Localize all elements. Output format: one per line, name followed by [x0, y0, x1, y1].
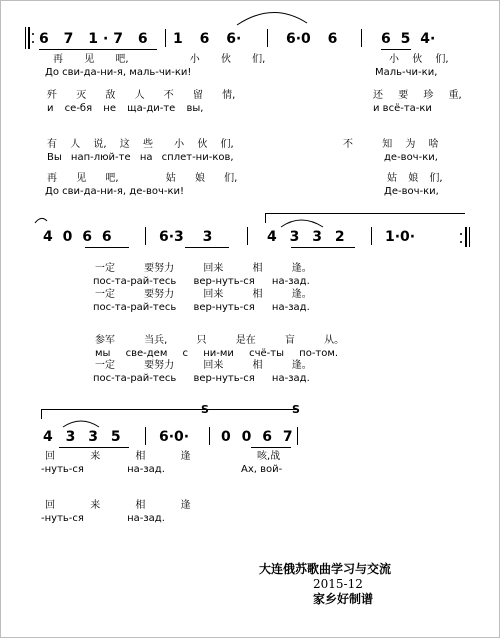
lyric-zh: 咳,战 [257, 451, 281, 462]
lyric-syllable: 敌 [105, 90, 116, 101]
lyric-syllable: 吧, [105, 173, 119, 184]
lyric-syllable: 灭 [76, 90, 87, 101]
measure-3-notes: 4 3 3 2 [267, 229, 345, 245]
lyric-syllable: 些 [142, 139, 153, 150]
lyric-ru-end: Де-воч-ки, [384, 186, 439, 197]
lyric-syllable: 不 [163, 90, 174, 101]
credit-author: 家乡好制谱 [313, 592, 374, 606]
segno-sign: S [292, 403, 300, 416]
lyric-syllable: 姑 [387, 173, 397, 184]
measure-3-notes: 0 0 6 7 [221, 429, 293, 445]
lyric-ru: Вы нап-люй-те на сплет-ни-ков, [47, 152, 234, 163]
measure-1-notes: 4 3 3 5 [43, 429, 121, 445]
lyric-ru-end: Ах, вой- [241, 464, 283, 475]
measure-1-notes: 4 0 6 6 [43, 229, 112, 245]
lyric-ru-end: де-воч-ки, [384, 152, 438, 163]
lyric-syllable: 来 [90, 500, 101, 511]
measure-2-notes: 6·3 3 [159, 229, 213, 245]
lyric-syllable: 重, [448, 90, 462, 101]
lyric-syllable: 逢 [180, 500, 191, 511]
measure-3-notes: 6·0 6 [286, 31, 338, 47]
lyric-ru: -нуть-ся на-зад. [41, 513, 165, 524]
lyric-zh: 参军 当兵, 只 是在 盲 从。 [95, 335, 345, 346]
measure-2-notes: 1 6 6· [173, 31, 242, 47]
lyric-syllable: 要 [398, 90, 409, 101]
lyric-syllable: 情, [222, 90, 236, 101]
lyric-zh: 一定 要努力 回来 相 逢。 [95, 289, 312, 300]
measure-4-notes: 1·0· [385, 229, 416, 245]
lyric-syllable: 啥 [428, 139, 439, 150]
measure-1-notes: 6 7 1·7 6 [39, 31, 153, 47]
measure-4-notes: 6 5 4· [381, 31, 436, 47]
credit-date: 2015-12 [313, 577, 363, 591]
lyric-ru: пос-та-рай-тесь вер-нуть-ся на-зад. [93, 302, 310, 313]
lyric-syllable: 小 [389, 54, 399, 65]
lyric-syllable: 小 [174, 139, 185, 150]
lyric-syllable: 吧, [115, 54, 129, 65]
lyric-syllable: 不 [343, 139, 353, 150]
lyric-ru: -нуть-ся на-зад. [41, 464, 165, 475]
lyric-syllable: 为 [405, 139, 416, 150]
lyric-syllable: 伙 [412, 54, 423, 65]
lyric-syllable: 们, [224, 173, 238, 184]
lyric-syllable: 说, [93, 139, 107, 150]
tie-arc [63, 421, 99, 427]
lyric-syllable: 人 [70, 139, 81, 150]
lyric-syllable: 有 [47, 139, 57, 150]
lyric-syllable: 娘 [408, 173, 419, 184]
lyric-ru: и се-бя не ща-ди-те вы, [47, 103, 204, 114]
lyric-syllable: 们, [220, 139, 234, 150]
lyric-syllable: 知 [382, 139, 393, 150]
lyric-syllable: 伙 [220, 54, 231, 65]
lyric-syllable: 珍 [423, 90, 434, 101]
lyric-ru-end: и всё-та-ки [373, 103, 432, 114]
lyric-syllable: 娘 [194, 173, 205, 184]
lyric-ru: пос-та-рай-тесь вер-нуть-ся на-зад. [93, 276, 310, 287]
lyric-syllable: 伙 [197, 139, 208, 150]
credit-title: 大连俄苏歌曲学习与交流 [259, 562, 392, 576]
tie-arc [237, 12, 307, 25]
lyric-ru: мы све-дем с ни-ми счё-ты по-том. [95, 348, 339, 359]
lyric-zh: 一定 要努力 回来 相 逢。 [95, 360, 312, 371]
lyric-syllable: 们, [429, 173, 443, 184]
tie-arc [35, 218, 47, 223]
lyric-syllable: 回 [45, 500, 55, 511]
lyric-syllable: 再 [53, 54, 63, 65]
lyric-ru: До сви-да-ни-я, де-воч-ки! [45, 186, 185, 197]
lyric-syllable: 人 [134, 90, 145, 101]
measure-2-notes: 6·0· [159, 429, 190, 445]
lyric-syllable: 相 [135, 451, 146, 462]
lyric-syllable: 来 [90, 451, 101, 462]
lyric-zh: 一定 要努力 回来 相 逢。 [95, 263, 312, 274]
segno-sign: S [201, 403, 209, 416]
lyric-syllable: 歼 [47, 90, 57, 101]
lyric-syllable: 见 [84, 54, 95, 65]
slur-overlay [1, 1, 499, 637]
lyric-ru: пос-та-рай-тесь вер-нуть-ся на-зад. [93, 373, 310, 384]
lyric-syllable: 这 [119, 139, 130, 150]
lyric-syllable: 留 [192, 90, 203, 101]
lyric-syllable: 们, [435, 54, 449, 65]
lyric-ru-end: Маль-чи-ки, [375, 67, 438, 78]
lyric-syllable: 见 [76, 173, 87, 184]
lyric-syllable: 相 [135, 500, 146, 511]
lyric-syllable: 们, [252, 54, 266, 65]
lyric-syllable: 小 [189, 54, 200, 65]
lyric-syllable: 还 [373, 90, 383, 101]
lyric-syllable: 回 [45, 451, 55, 462]
lyric-syllable: 再 [47, 173, 57, 184]
tie-arc [281, 220, 323, 227]
lyric-ru: До сви-да-ни-я, маль-чи-ки! [45, 67, 192, 78]
lyric-syllable: 逢 [180, 451, 191, 462]
lyric-syllable: 姑 [165, 173, 176, 184]
